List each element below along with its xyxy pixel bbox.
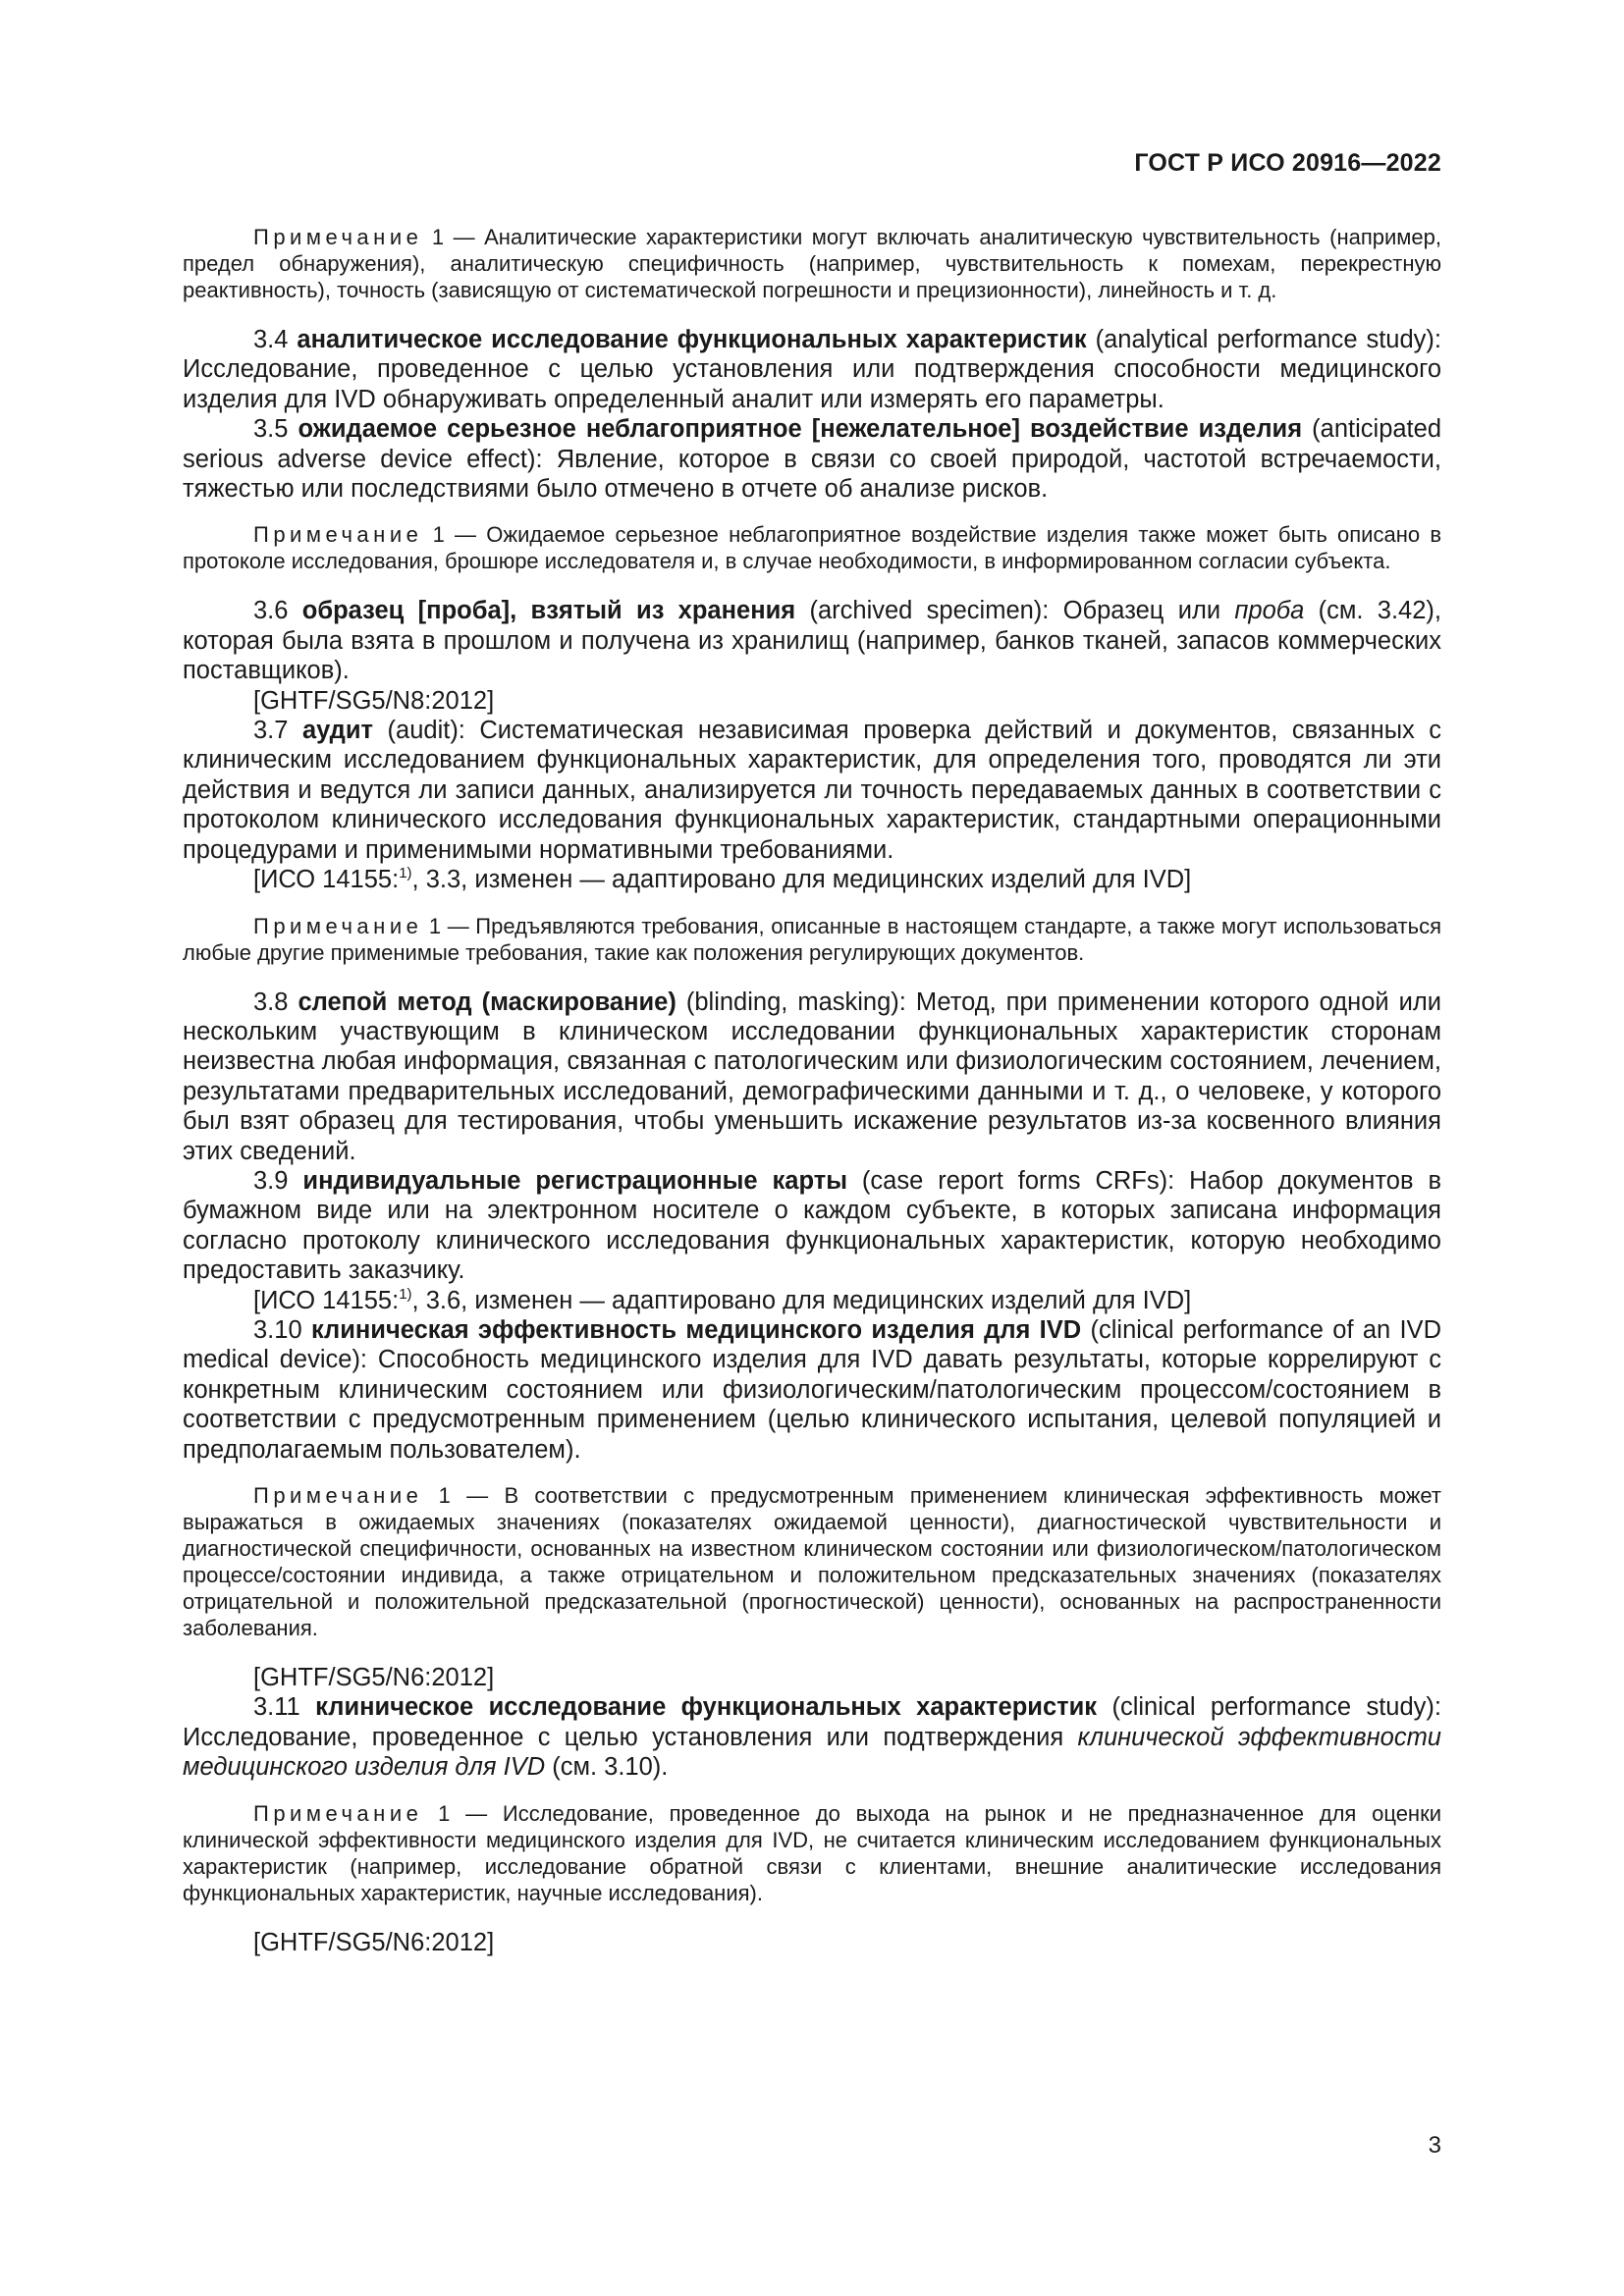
source-ref-5: [GHTF/SG5/N6:2012] xyxy=(253,1928,495,1956)
term-3-11: 3.11 клиническое исследование функциональных характеристик (clinical performance study): Исследование, проведенное с целью установления или подтверждения клинической эффективности медицинского изделия для IVD (см. 3.10). xyxy=(183,1693,1442,1782)
term-title: слепой метод (маскирование) xyxy=(298,988,677,1016)
note-label: Примечание xyxy=(253,1483,423,1508)
term-3-6: 3.6 образец [проба], взятый из хранения (archived specimen): Образец или проба (см. 3.42), которая была взята в прошлом и получена из хранилищ (например, банков тканей, запасов коммерческих поставщиков). xyxy=(183,597,1441,685)
page-number: 3 xyxy=(1428,2132,1441,2159)
term-title: аудит xyxy=(301,717,374,745)
term-reference: проба xyxy=(1234,597,1305,625)
footnote-mark: 1) xyxy=(399,1285,412,1303)
note-label: Примечание xyxy=(253,522,423,548)
term-title: индивидуальные регистрационные карты xyxy=(302,1166,847,1195)
term-3-8: 3.8 слепой метод (маскирование) (blinding, masking): Метод, при применении которого одной или нескольким участвующим в клиническом исследовании функциональных характеристик сторонам неизвестна любая информация, связанная с патологическим или физиологическим состоянием, лечением, результатами предварительных исследований, демографическими данными и т. д., о человеке, у которого был взят образец для тестирования, чтобы уменьшить искажение результатов из-за косвенного влияния этих сведений. xyxy=(183,988,1441,1165)
note-clinical-performance: Примечание 1 — В соответствии с предусмотренным применением клиническая эффективность может выражаться в ожидаемых значениях (показателях ожидаемой ценности), диагностической чувствительности и диагностической специфичности, основанных на известном клиническом состоянии или физиологическом/патологическом процессе/состоянии индивида, а также отрицательном и положительном предсказательных значениях (показателях отрицательной и положительной предсказательной (прогностической) ценности), основанных на распространенности заболевания. xyxy=(183,1483,1441,1640)
term-3-5: 3.5 ожидаемое серьезное неблагоприятное [нежелательное] воздействие изделия (anticipated serious adverse device effect): Явление, которое в связи со своей природой, частотой встречаемости, тяжестью или последствиями было отмечено в отчете об анализе рисков. xyxy=(183,415,1442,504)
source-ref-3: [ИСО 14155:$^{1)}$, 3.6, изменен — адаптировано для медицинских изделий для IVD] xyxy=(253,1285,1192,1314)
document-body xyxy=(183,224,1441,1957)
term-title: клиническое исследование функциональных характеристик xyxy=(315,1693,1098,1722)
term-title: ожидаемое серьезное неблагоприятное [нежелательное] воздействие изделия xyxy=(298,415,1303,444)
footnote-mark: 1) xyxy=(399,865,412,882)
source-ref-1: [GHTF/SG5/N8:2012] xyxy=(253,686,495,715)
term-3-7: 3.7 аудит (audit): Систематическая независимая проверка действий и документов, связанных с клиническим исследованием функциональных характеристик, для определения того, проводятся ли эти действия и ведутся ли записи данных, анализируется ли точность передаваемых данных в соответствии с протоколом клинического исследования функциональных характеристик, стандартными операционными процедурами и применимыми нормативными требованиями. xyxy=(183,717,1442,864)
note-clinical-study: Примечание 1 — Исследование, проведенное до выхода на рынок и не предназначенное для оценки клинической эффективности медицинского изделия для IVD, не считается клиническим исследованием функциональных характеристик (например, исследование обратной связи с клиентами, внешние аналитические исследования функциональных характеристик, научные исследования). xyxy=(183,1800,1441,1905)
term-3-10: 3.10 клиническая эффективность медицинского изделия для IVD (clinical performance of an IVD medical device): Способность медицинского изделия для IVD давать результаты, которые коррелируют с конкретным клиническим состоянием или физиологическим/патологическим процессом/состоянием в соответствии с предусмотренным применением (целью клинического испытания, целевой популяцией и предполагаемым пользователем). xyxy=(183,1315,1441,1464)
term-title: клиническая эффективность медицинского изделия для IVD xyxy=(310,1315,1082,1344)
note-adverse-effect: Примечание 1 — Ожидаемое серьезное неблагоприятное воздействие изделия также может быть описано в протоколе исследования, брошюре исследователя и, в случае необходимости, в информированном согласии субъекта. xyxy=(183,522,1442,574)
document-header: ГОСТ Р ИСО 20916—2022 xyxy=(1134,149,1441,177)
note-requirements: Примечание 1 — Предъявляются требования, описанные в настоящем стандарте, а также могут использоваться любые другие применимые требования, такие как положения регулирующих документов. xyxy=(183,913,1441,965)
term-title: аналитическое исследование функциональных характеристик xyxy=(297,326,1087,353)
note-label: Примечание xyxy=(253,1800,423,1826)
note-analytical: Примечание 1 — Аналитические характеристики могут включать аналитическую чувствительность (например, предел обнаружения), аналитическую специфичность (например, чувствительность к помехам, перекрестную реактивность), точность (зависящую от систематической погрешности и прецизионности), линейность и т. д. xyxy=(183,225,1441,302)
term-3-4: 3.4 аналитическое исследование функциональных характеристик (analytical performance study): Исследование, проведенное с целью установления или подтверждения способности медицинского изделия для IVD обнаруживать определенный аналит или измерять его параметры. xyxy=(183,326,1441,413)
term-3-9: 3.9 индивидуальные регистрационные карты (case report forms CRFs): Набор документов в бумажном виде или на электронном носителе о каждом субъекте, в которых записана информация согласно протоколу клинического исследования функциональных характеристик, которую необходимо предоставить заказчику. xyxy=(183,1166,1441,1285)
source-ref-2: [ИСО 14155:$^{1)}$, 3.3, изменен — адаптировано для медицинских изделий для IVD] xyxy=(253,865,1192,894)
note-label: Примечание xyxy=(253,913,423,938)
term-reference: клинической эффективности медицинского изделия для IVD xyxy=(183,1723,1441,1782)
term-title: образец [проба], взятый из хранения xyxy=(301,597,796,625)
source-ref-4: [GHTF/SG5/N6:2012] xyxy=(253,1664,495,1691)
note-label: Примечание xyxy=(253,225,423,249)
